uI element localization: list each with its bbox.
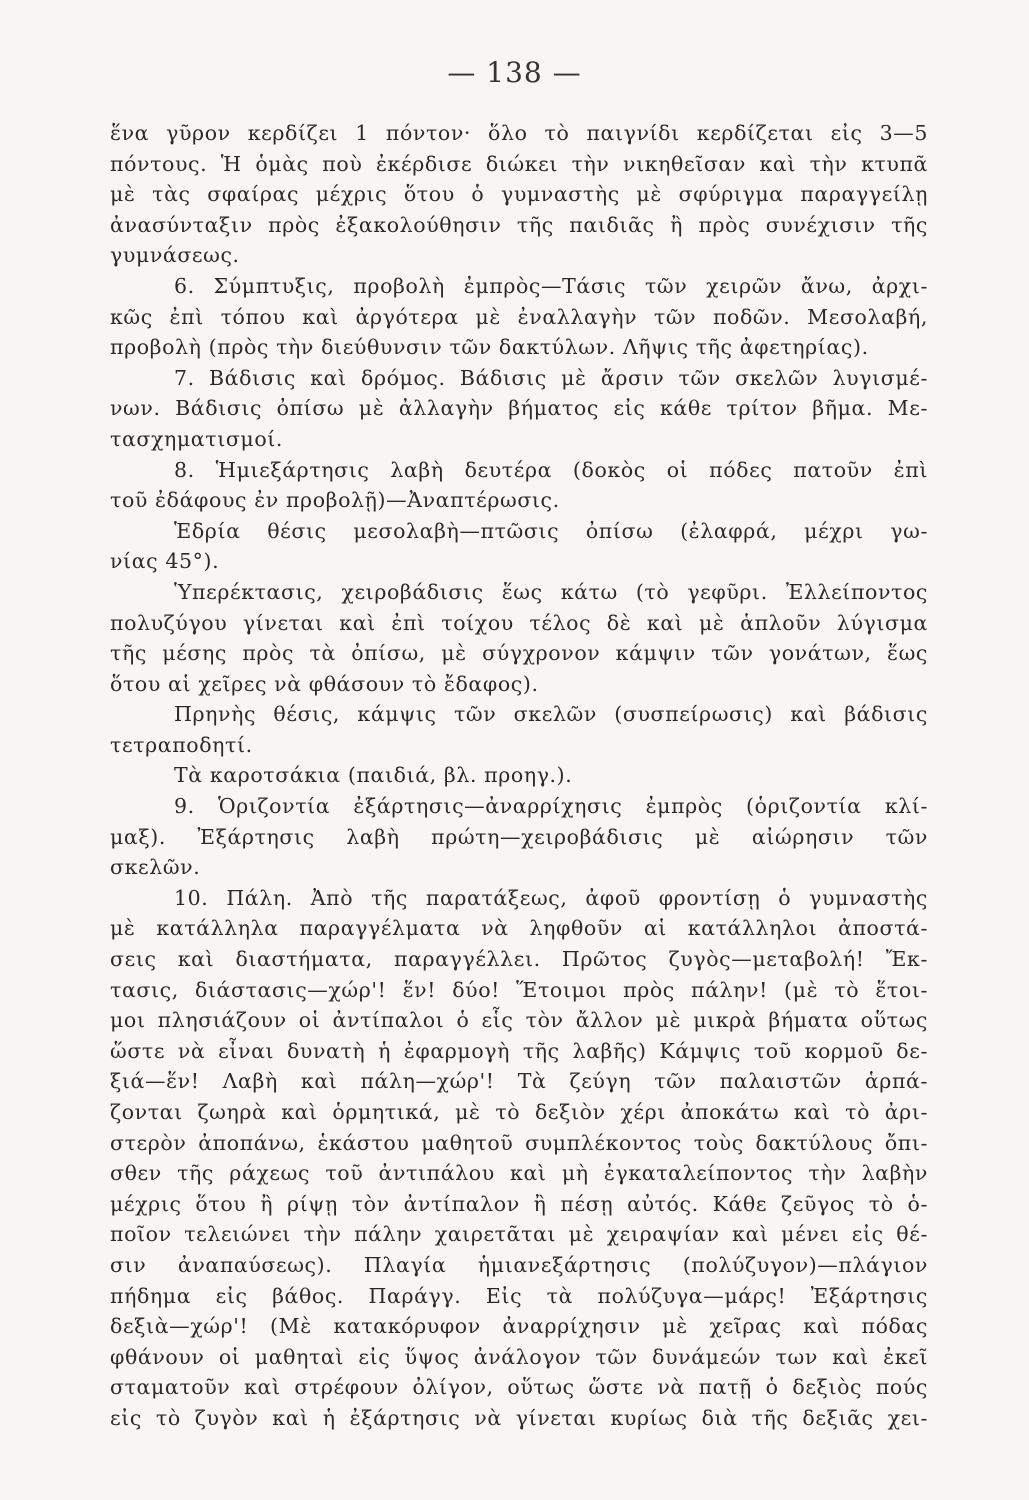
text-line: 8. Ἡμιεξάρτησις λαβὴ δευτέρα (δοκὸς οἱ πόδες πατοῦν ἐπὶ <box>174 457 928 482</box>
text-line: μὲ κατάλληλα παραγγέλματα νὰ ληφθοῦν αἱ κατάλληλοι ἀποστά- <box>110 916 928 941</box>
text-line: τῆς μέσης πρὸς τὰ ὀπίσω, μὲ σύγχρονον κάμψιν τῶν γονάτων, ἕως <box>110 641 928 666</box>
text-line: ζονται ζωηρὰ καὶ ὁρμητικά, μὲ τὸ δεξιὸν χέρι ἀποκάτω καὶ τὸ ἀρι- <box>110 1100 928 1124</box>
text-line: τετραποδητί. <box>110 732 253 757</box>
text-line: σκελῶν. <box>110 855 201 880</box>
text-line: τασις, διάστασις—χώρ'! ἕν! δύο! Ἕτοιμοι πρὸς πάλην! (μὲ τὸ ἕτοι- <box>110 977 928 1002</box>
text-line: Ὑπερέκτασις, χειροβάδισις ἕως κάτω (τὸ γεφῦρι. Ἐλλείποντος <box>174 579 928 604</box>
text-line: μὲ τὰς σφαίρας μέχρις ὅτου ὁ γυμναστὴς μὲ σφύριγμα παραγγείλῃ <box>110 182 928 207</box>
text-line: πολυζύγου γίνεται καὶ ἐπὶ τοίχου τέλος δὲ καὶ μὲ ἁπλοῦν λύγισμα <box>110 610 928 635</box>
text-line: 7. Βάδισις καὶ δρόμος. Βάδισις μὲ ἄρσιν τῶν σκελῶν λυγισμέ- <box>174 365 928 390</box>
text-line: φθάνουν οἱ μαθηταὶ εἰς ὕψος ἀνάλογον τῶν δυνάμεών των καὶ ἐκεῖ <box>110 1344 928 1369</box>
text-line: 10. Πάλη. Ἀπὸ τῆς παρατάξεως, ἀφοῦ φροντίσῃ ὁ γυμναστὴς <box>174 885 928 910</box>
text-line: Τὰ καροτσάκια (παιδιά, βλ. προηγ.). <box>174 763 573 788</box>
text-line: μαξ). Ἐξάρτησις λαβὴ πρώτη—χειροβάδισις μὲ αἰώρησιν τῶν <box>110 824 928 849</box>
text-line: μοι πλησιάζουν οἱ ἀντίπαλοι ὁ εἷς τὸν ἄλλον μὲ μικρὰ βήματα οὕτως <box>110 1008 928 1033</box>
text-line: στερὸν ἀποπάνω, ἑκάστου μαθητοῦ συμπλέκοντος τοὺς δακτύλους ὄπι- <box>110 1130 928 1155</box>
text-line: νίας 45°). <box>110 549 220 574</box>
text-line: 6. Σύμπτυξις, προβολὴ ἐμπρὸς—Τάσις τῶν χειρῶν ἄνω, ἀρχι- <box>174 273 928 298</box>
text-line: ὥστε νὰ εἶναι δυνατὴ ἡ ἐφαρμογὴ τῆς λαβῆς) Κάμψις τοῦ κορμοῦ δε- <box>110 1038 928 1063</box>
text-line: σεις καὶ διαστήματα, παραγγέλλει. Πρῶτος ζυγὸς—μεταβολή! Ἔκ- <box>110 947 928 972</box>
text-line: σταματοῦν καὶ στρέφουν ὀλίγον, οὕτως ὥστε νὰ πατῇ ὁ δεξιὸς πούς <box>110 1375 928 1400</box>
text-line: γυμνάσεως. <box>110 243 240 268</box>
text-line: προβολὴ (πρὸς τὴν διεύθυνσιν τῶν δακτύλων. Λῆψις τῆς ἀφετηρίας). <box>110 335 869 360</box>
text-line: ποῖον τελειώνει τὴν πάλην χαιρετᾶται μὲ χειραψίαν καὶ μένει εἰς θέ- <box>110 1222 928 1247</box>
text-line: κῶς ἐπὶ τόπου καὶ ἀργότερα μὲ ἐναλλαγὴν τῶν ποδῶν. Μεσολαβή, <box>110 304 928 329</box>
text-line: νων. Βάδισις ὀπίσω μὲ ἀλλαγὴν βήματος εἰς κάθε τρίτον βῆμα. Με- <box>110 396 928 421</box>
text-line: 9. Ὁριζοντία ἐξάρτησις—ἀναρρίχησις ἐμπρὸς (ὁριζοντία κλί- <box>174 794 928 819</box>
text-line: ξιά—ἕν! Λαβὴ καὶ πάλη—χώρ'! Τὰ ζεύγη τῶν παλαιστῶν ἁρπά- <box>110 1069 928 1094</box>
text-line: πήδημα εἰς βάθος. Παράγγ. Εἰς τὰ πολύζυγα—μάρς! Ἐξάρτησις <box>110 1283 928 1308</box>
text-line: μέχρις ὅτου ἢ ρίψῃ τὸν ἀντίπαλον ἢ πέσῃ αὐτός. Κάθε ζεῦγος τὸ ὁ- <box>110 1191 928 1216</box>
body-text <box>110 118 928 1434</box>
text-line: Ἑδρία θέσις μεσολαβὴ—πτῶσις ὀπίσω (ἐλαφρά, μέχρι γω- <box>174 518 928 543</box>
text-line: τοῦ ἐδάφους ἐν προβολῇ)—Ἀναπτέρωσις. <box>110 488 560 513</box>
text-line: σιν ἀναπαύσεως). Πλαγία ἡμιανεξάρτησις (πολύζυγον)—πλάγιον <box>110 1252 928 1277</box>
text-line: σθεν τῆς ράχεως τοῦ ἀντιπάλου καὶ μὴ ἐγκαταλείποντος τὴν λαβὴν <box>110 1161 928 1186</box>
text-line: εἰς τὸ ζυγὸν καὶ ἡ ἐξάρτησις νὰ γίνεται κυρίως διὰ τῆς δεξιᾶς χει- <box>110 1405 928 1430</box>
text-line: ἕνα γῦρον κερδίζει 1 πόντον· ὅλο τὸ παιγνίδι κερδίζεται εἰς 3—5 <box>110 121 928 145</box>
text-line: ἀνασύνταξιν πρὸς ἐξακολούθησιν τῆς παιδιᾶς ἢ πρὸς συνέχισιν τῆς <box>110 212 928 237</box>
text-line: δεξιὰ—χώρ'! (Μὲ κατακόρυφον ἀναρρίχησιν μὲ χεῖρας καὶ πόδας <box>110 1314 928 1339</box>
text-line: ὅτου αἱ χεῖρες νὰ φθάσουν τὸ ἔδαφος). <box>110 671 539 696</box>
text-line: Πρηνὴς θέσις, κάμψις τῶν σκελῶν (συσπείρωσις) καὶ βάδισις <box>174 702 928 727</box>
text-line: τασχηματισμοί. <box>110 426 284 451</box>
text-line: πόντους. Ἡ ὁμὰς ποὺ ἐκέρδισε διώκει τὴν νικηθεῖσαν καὶ τὴν κτυπᾶ <box>110 151 928 176</box>
page-number: — 138 — <box>447 56 582 89</box>
